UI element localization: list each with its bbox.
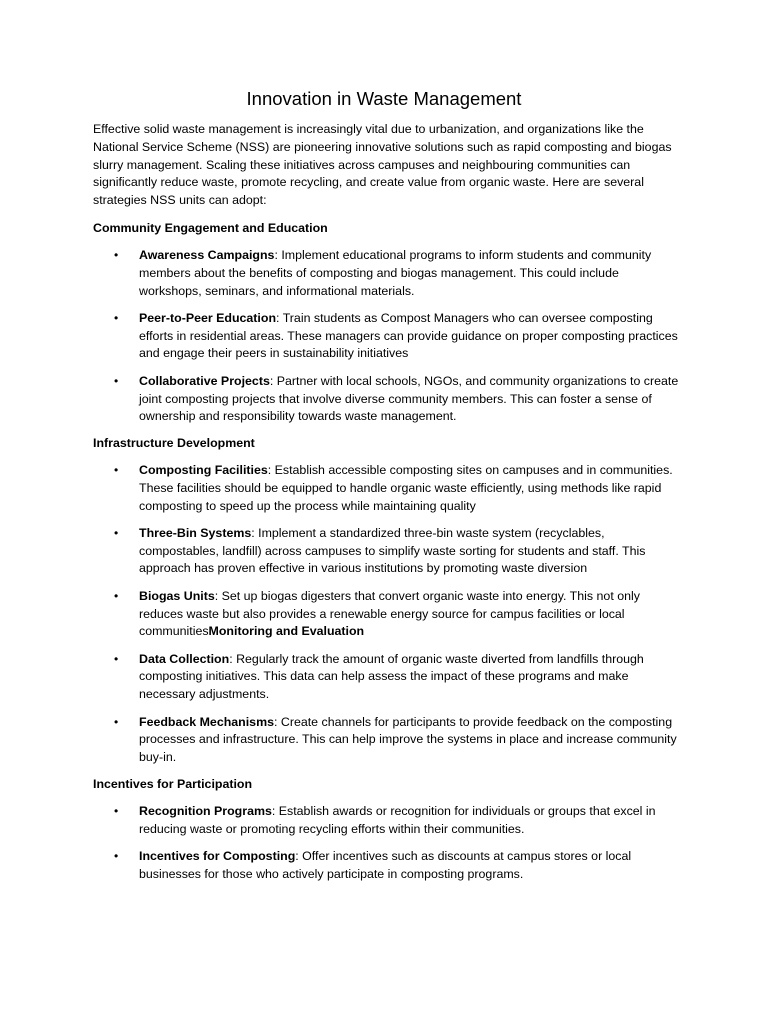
document-title: Innovation in Waste Management xyxy=(246,88,522,109)
item-term: Incentives for Composting xyxy=(139,849,296,864)
item-text: : Implement educational programs to inform students and community members about the benefits of composting and biogas management. This could include workshops, seminars, and informational materials. xyxy=(139,248,652,298)
list-item xyxy=(93,310,683,363)
list-community xyxy=(93,247,683,436)
item-text: : Establish awards or recognition for individuals or groups that excel in reducing waste or promoting recycling efforts within their communities. xyxy=(139,804,656,836)
bullet-icon: • xyxy=(114,525,119,540)
intro-paragraph: Effective solid waste management is increasingly vital due to urbanization, and organizations like the National Service Scheme (NSS) are pioneering innovative solutions such as rapid composting and biogas slurry management. Scaling these initiatives across campuses and neighbouring communities can significantly reduce waste, promote recycling, and create value from organic waste. Here are several strategies NSS units can adopt: xyxy=(93,122,672,208)
bullet-icon: • xyxy=(114,804,119,818)
list-item xyxy=(93,803,683,839)
item-term: Awareness Campaigns xyxy=(139,248,275,262)
section-heading-incentives: Incentives for Participation xyxy=(93,777,253,791)
item-text: : Train students as Compost Managers who can oversee composting efforts in residential areas. These managers can provide guidance on proper composting practices and engage their peers in sustainability initiatives xyxy=(139,310,678,361)
item-term: Data Collection xyxy=(139,651,230,666)
bullet-icon: • xyxy=(114,651,119,666)
bullet-icon: • xyxy=(114,588,119,603)
section-heading-infrastructure: Infrastructure Development xyxy=(93,436,255,450)
list-item xyxy=(93,247,683,300)
item-text: : Offer incentives such as discounts at campus stores or local businesses for those who actively participate in composting programs. xyxy=(139,849,632,881)
list-incentives xyxy=(93,803,683,893)
item-term: Three-Bin Systems xyxy=(139,525,252,540)
item-term: Peer-to-Peer Education xyxy=(139,310,277,325)
list-item xyxy=(93,848,683,884)
item-text: : Set up biogas digesters that convert organic waste into energy. This not only reduces waste but also provides a renewable energy source for campus facilities or local communities xyxy=(139,588,640,639)
item-term: Composting Facilities xyxy=(139,463,268,477)
list-item xyxy=(93,651,683,704)
bullet-icon: • xyxy=(114,714,119,729)
list-item xyxy=(93,373,683,426)
item-text: : Implement a standardized three-bin waste system (recyclables, compostables, landfill) across campuses to simplify waste sorting for students and staff. This approach has proven effective in various institutions by promoting waste diversion xyxy=(139,525,646,576)
item-term: Biogas Units xyxy=(139,588,215,603)
list-item xyxy=(93,714,683,767)
section-heading-community: Community Engagement and Education xyxy=(93,221,328,235)
bullet-icon: • xyxy=(114,248,119,262)
item-trailing-heading: Monitoring and Evaluation xyxy=(208,624,365,639)
list-item xyxy=(93,462,683,515)
bullet-icon: • xyxy=(114,849,119,864)
bullet-icon: • xyxy=(114,463,119,477)
item-text: : Establish accessible composting sites on campuses and in communities. These facilities should be equipped to handle organic waste efficiently, using methods like rapid composting to speed up the process while maintaining quality xyxy=(139,463,673,513)
list-infrastructure xyxy=(93,462,683,776)
item-term: Feedback Mechanisms xyxy=(139,714,274,729)
list-item xyxy=(93,588,683,641)
item-term: Collaborative Projects xyxy=(139,373,270,388)
item-term: Recognition Programs xyxy=(139,804,272,818)
bullet-icon: • xyxy=(114,310,119,325)
item-text: : Partner with local schools, NGOs, and community organizations to create joint composting projects that involve diverse community members. This can foster a sense of ownership and responsibility towards waste management. xyxy=(139,373,679,424)
list-item xyxy=(93,525,683,578)
item-text: : Regularly track the amount of organic waste diverted from landfills through composting initiatives. This data can help assess the impact of these programs and make necessary adjustments. xyxy=(139,651,644,702)
bullet-icon: • xyxy=(114,373,119,388)
item-text: : Create channels for participants to provide feedback on the composting processes and infrastructure. This can help improve the systems in place and increase community buy-in. xyxy=(139,714,677,765)
